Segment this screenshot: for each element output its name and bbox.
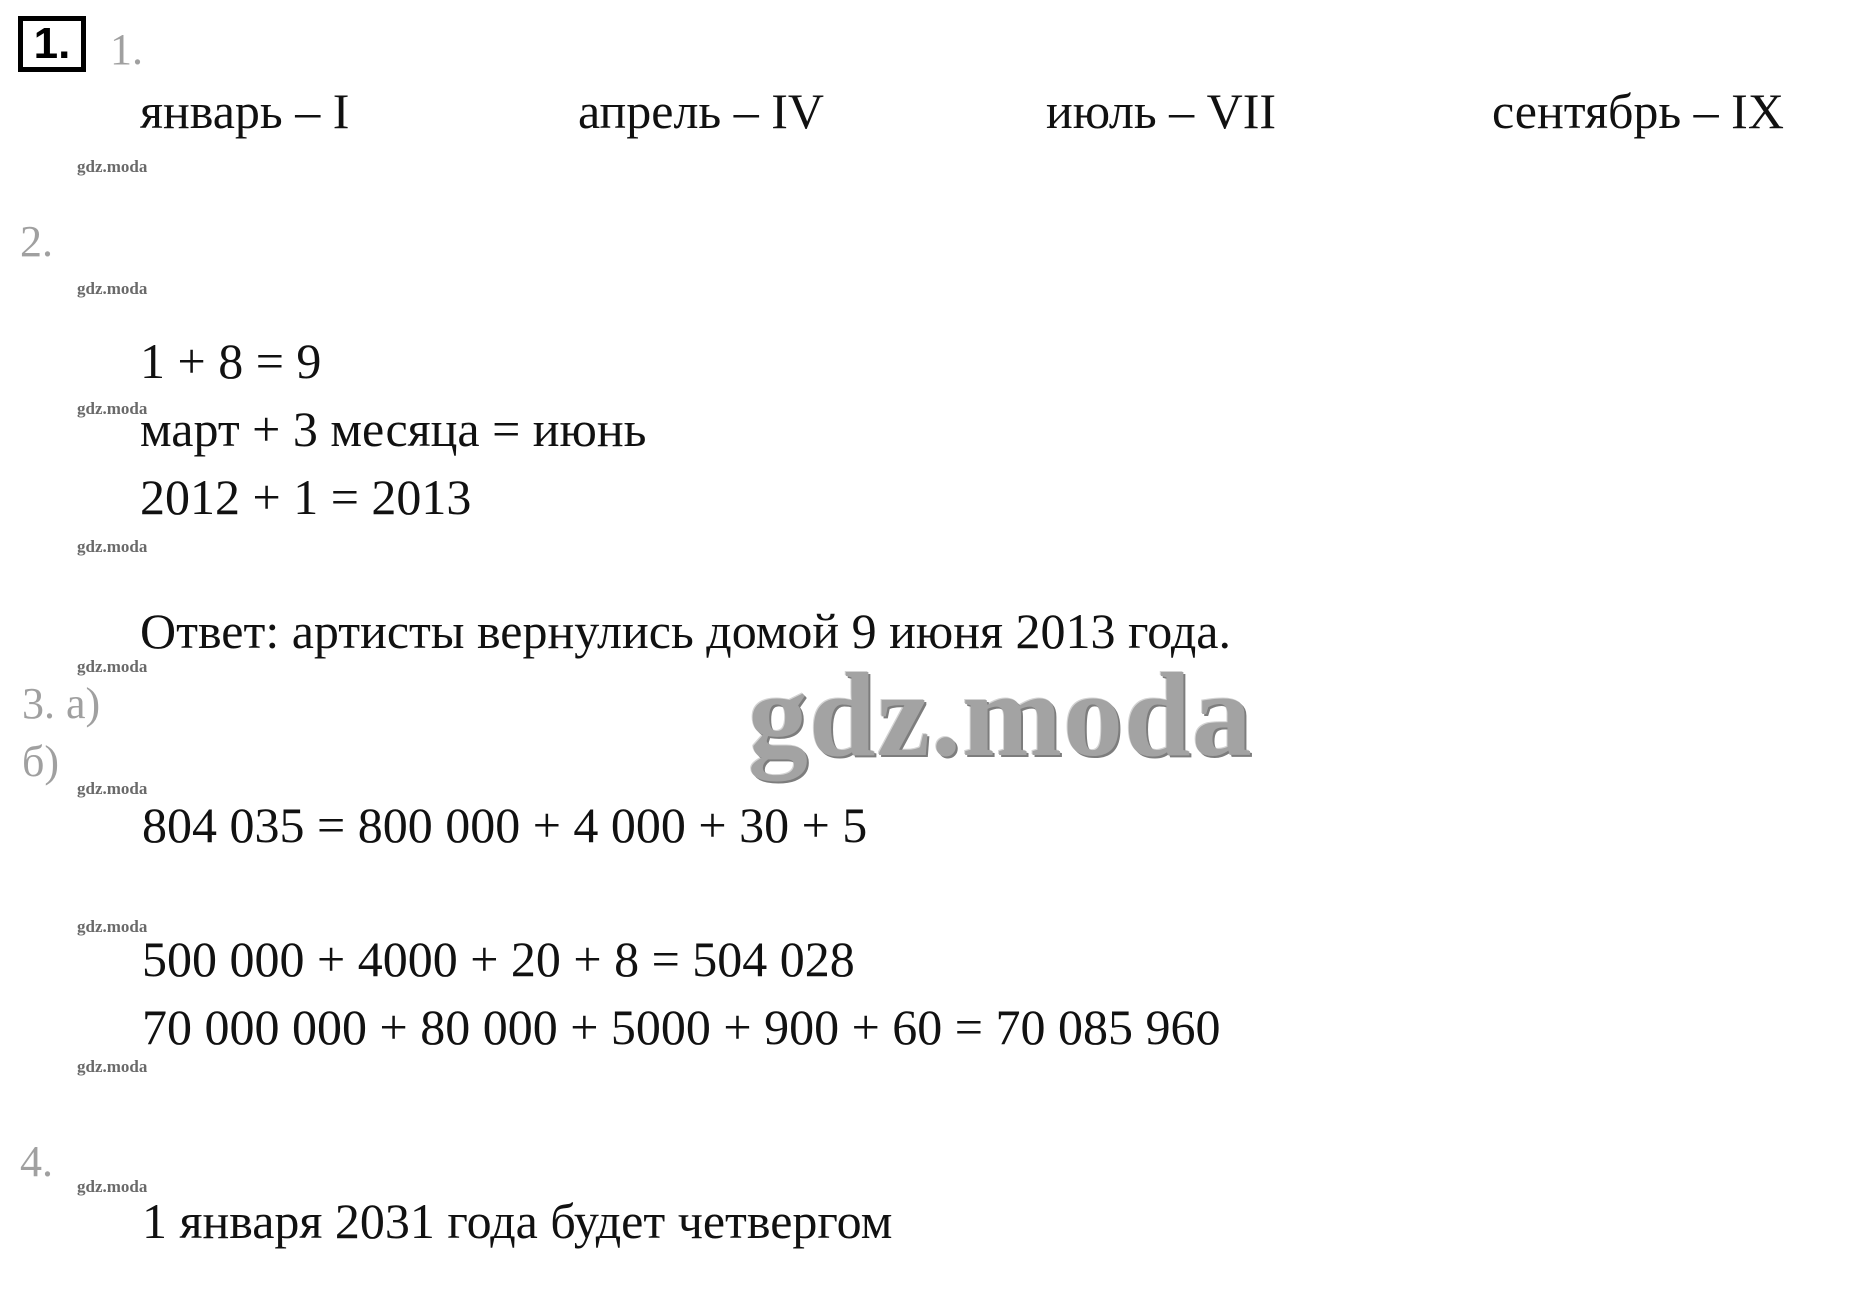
month-july: июль – VII	[1046, 83, 1277, 139]
watermark-small: gdz.moda	[77, 1177, 148, 1196]
equation-line: 2012 + 1 = 2013	[140, 469, 472, 525]
section-2-number: 2.	[20, 217, 53, 266]
watermark-small: gdz.moda	[77, 657, 148, 676]
section-4-number: 4.	[20, 1137, 53, 1186]
watermark-small: gdz.moda	[77, 917, 148, 936]
equation-line: 500 000 + 4000 + 20 + 8 = 504 028	[142, 931, 855, 987]
task-number-badge: 1.	[18, 16, 86, 72]
statement-line: 1 января 2031 года будет четвергом	[142, 1193, 893, 1249]
watermark-small: gdz.moda	[77, 399, 148, 418]
section-3a-number: 3. а)	[22, 679, 101, 728]
watermark-small: gdz.moda	[77, 279, 148, 298]
equation-line: 70 000 000 + 80 000 + 5000 + 900 + 60 = 70 085 960	[142, 999, 1221, 1055]
watermark-small: gdz.moda	[77, 779, 148, 798]
month-january: январь – I	[140, 83, 350, 139]
section-1-number: 1.	[110, 25, 143, 74]
equation-line: 1 + 8 = 9	[140, 333, 322, 389]
month-september: сентябрь – IX	[1492, 83, 1784, 139]
watermark-large: gdz.moda	[748, 648, 1253, 781]
equation-line: 804 035 = 800 000 + 4 000 + 30 + 5	[142, 797, 868, 853]
watermark-small: gdz.moda	[77, 1057, 148, 1076]
month-april: апрель – IV	[578, 83, 824, 139]
watermark-small: gdz.moda	[77, 157, 148, 176]
answer-text: Ответ: артисты вернулись домой 9 июня 2013 года.	[140, 603, 1231, 659]
watermark-small: gdz.moda	[77, 537, 148, 556]
section-3b-number: б)	[22, 737, 60, 786]
equation-line: март + 3 месяца = июнь	[140, 401, 647, 457]
